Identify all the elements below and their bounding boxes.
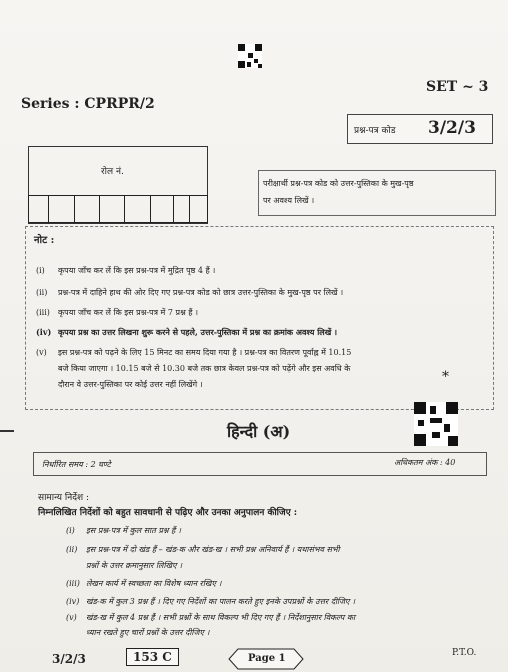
code-label: प्रश्न-पत्र कोड [354,126,396,136]
note-item-num: (i) [36,266,45,275]
instruction-item-continued [66,560,182,571]
instruction-item [66,525,181,536]
instruction-item [66,596,355,607]
page-number: Page 1 [248,653,286,664]
time-marks-row [33,452,487,476]
note-item-text: कृपया जाँच कर लें कि इस प्रश्न-पत्र में 7 प्रश्न हैं । [58,308,199,317]
margin-mark [0,430,14,432]
note-item-text: प्रश्न-पत्र में दाहिने हाथ की ओर दिए गए प्रश्न-पत्र कोड को छात्र उत्तर-पुस्तिका के मुख-पृष्ठ पर लिखें । [58,288,344,297]
note-item-1 [36,265,215,276]
please-turn-over: P.T.O. [452,648,477,658]
instruction-text: लेखन कार्य में स्वच्छता का विशेष ध्यान रखिए । [86,579,222,588]
instruction-text: ध्यान रखते हुए चारों प्रश्नों के उत्तर दीजिए । [86,628,210,637]
instruction-item [66,544,340,555]
code-instruction-line-2: पर अवश्य लिखें । [263,196,315,205]
note-item-5-line-3: दौरान वे उत्तर-पुस्तिका पर कोई उत्तर नहीं लिखेंगे । [58,380,203,389]
note-item-3 [36,307,198,318]
note-item-5-line-2: बजे किया जाएगा । 10.15 बजे से 10.30 बजे तक छात्र केवल प्रश्न-पत्र को पढ़ेंगे और इस अवधि के [58,364,351,373]
instruction-num: (i) [66,526,75,535]
roll-cell [150,196,151,222]
general-instructions-title: सामान्य निर्देश : [38,493,89,503]
note-item-num: (iii) [36,308,50,317]
roll-cell [173,196,174,222]
note-item-4 [36,327,337,338]
roll-cell [48,196,49,222]
instruction-num: (iii) [66,579,80,588]
note-item-num: (ii) [36,288,48,297]
note-box [25,226,494,410]
instruction-item [66,578,221,589]
roll-cell [189,196,190,222]
note-item-text: कृपया जाँच कर लें कि इस प्रश्न-पत्र में मुद्रित पृष्ठ 4 हैं । [58,266,216,275]
footer-code: 3/2/3 [52,652,86,666]
general-instructions-intro: निम्नलिखित निर्देशों को बहुत सावधानी से पढ़िए और उनका अनुपालन कीजिए : [38,508,298,518]
series-label: Series : CPRPR/2 [21,96,155,112]
note-item-text: इस प्रश्न-पत्र को पढ़ने के लिए 15 मिनट का समय दिया गया है । प्रश्न-पत्र का वितरण पूर्वाह्न में 10.15 [58,348,352,357]
set-label: SET ~ 3 [426,79,489,95]
note-item-text: कृपया प्रश्न का उत्तर लिखना शुरू करने से पहले, उत्तर-पुस्तिका में प्रश्न का क्रमांक अवश्य लिखें । [58,327,338,337]
roll-cell [124,196,125,222]
instruction-num: (iv) [66,597,80,606]
note-item-5 [36,347,351,358]
instruction-item [66,612,355,623]
question-paper-code-box [347,114,493,144]
instruction-num: (ii) [66,545,78,554]
instruction-text: प्रश्नों के उत्तर क्रमानुसार लिखिए । [86,561,183,570]
note-title: नोट : [34,235,55,246]
star-mark: * [442,369,449,385]
time-allowed: निर्धारित समय : 2 घण्टे [42,460,111,469]
instruction-text: इस प्रश्न-पत्र में दो खंड हैं – खंड-क और खंड-ख । सभी प्रश्न अनिवार्य हैं । यथासंभव सभी [86,545,340,554]
page-number-badge [228,648,304,670]
qr-code-top [238,44,262,68]
roll-number-cells [28,195,208,223]
code-instruction-box [258,170,496,216]
note-item-num: (iv) [36,327,52,337]
instruction-num: (v) [66,613,77,622]
roll-cell [99,196,100,222]
instruction-item-continued [66,627,209,638]
roll-number-label: रोल नं. [101,167,124,177]
note-item-2 [36,287,343,298]
qr-code-subject [414,402,458,446]
code-instruction-line-1: परीक्षार्थी प्रश्न-पत्र कोड को उत्तर-पुस्तिका के मुख-पृष्ठ [263,179,414,188]
code-value: 3/2/3 [428,118,476,138]
instruction-text: इस प्रश्न-पत्र में कुल सात प्रश्न हैं । [86,526,181,535]
roll-cell [74,196,75,222]
maximum-marks: अधिकतम अंक : 40 [394,458,456,467]
subject-title: हिन्दी (अ) [227,422,291,441]
footer-badge: 153 C [126,648,179,666]
instruction-text: खंड-ख में कुल 4 प्रश्न हैं । सभी प्रश्नों के साथ विकल्प भी दिए गए हैं । निर्देशानुसार विकल्प का [86,613,356,622]
instruction-text: खंड-क में कुल 3 प्रश्न हैं । दिए गए निर्देशों का पालन करते हुए इनके उपप्रश्नों के उत्तर दीजिए । [86,597,356,606]
note-item-num: (v) [36,348,47,357]
